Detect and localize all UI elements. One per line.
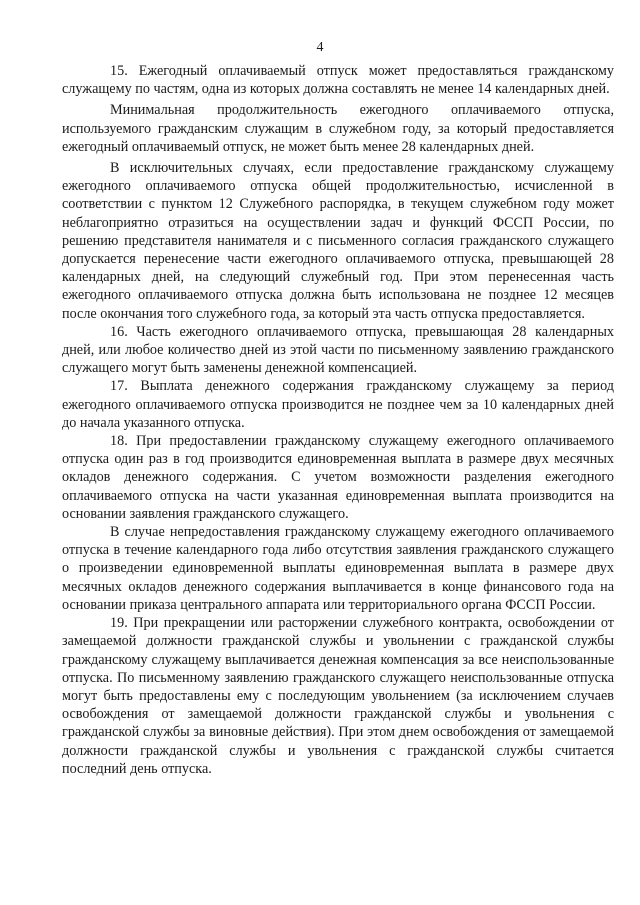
paragraph-18: 18. При предоставлении гражданскому служащему ежегодного оплачиваемого отпуска один раз в год производится единовременная выплата в размере двух месячных окладов денежного содержания. С учетом возможности разделения ежегодного оплачиваемого отпуска на части указанная единовременная выплата производится на основании заявления гражданского служащего. <box>62 433 614 522</box>
paragraph-min-duration: Минимальная продолжительность ежегодного оплачиваемого отпуска, используемого гражданским служащим в служебном году, за который предоставляется ежегодный оплачиваемый отпуск, не может быть менее 28 календарных дней. <box>62 102 614 155</box>
page-number: 4 <box>316 40 324 55</box>
document-body <box>62 62 614 778</box>
paragraph-16: 16. Часть ежегодного оплачиваемого отпуска, превышающая 28 календарных дней, или любое количество дней из этой части по письменному заявлению гражданского служащего могут быть заменены денежной компенсацией. <box>62 323 614 377</box>
paragraph-exceptional-cases: В исключительных случаях, если предоставление гражданскому служащему ежегодного оплачиваемого отпуска общей продолжительностью, исчисленной в соответствии с пунктом 12 Служебного распорядка, в текущем служебном году может неблагоприятно отразиться на осуществлении задач и функций ФССП России, по решению представителя нанимателя и с письменного согласия гражданского служащего допускается перенесение части ежегодного оплачиваемого отпуска, превышающей 28 календарных дней, на следующий служебный год. При этом перенесенная часть ежегодного оплачиваемого отпуска должна быть использована не позднее 12 месяцев после окончания того служебного года, за который эта часть отпуска предоставляется. <box>62 160 614 322</box>
paragraph-non-provision: В случае непредоставления гражданскому служащему ежегодного оплачиваемого отпуска в течение календарного года либо отсутствия заявления гражданского служащего о произведении единовременной выплаты единовременная выплата в размере двух месячных окладов денежного содержания выплачивается в конце финансового года на основании приказа центрального аппарата или территориального органа ФССП России. <box>62 524 614 613</box>
paragraph-19: 19. При прекращении или расторжении служебного контракта, освобождении от замещаемой должности гражданской службы и увольнении с гражданской службы гражданскому служащему выплачивается денежная компенсация за все неиспользованные отпуска. По письменному заявлению гражданского служащего неиспользованные отпуска могут быть предоставлены ему с последующим увольнением (за исключением случаев освобождения от замещаемой должности гражданской службы и увольнения с гражданской службы за виновные действия). При этом днем освобождения от замещаемой должности гражданской службы и увольнения с гражданской службы считается последний день отпуска. <box>62 615 614 777</box>
paragraph-15: 15. Ежегодный оплачиваемый отпуск может предоставляться гражданскому служащему по частям, одна из которых должна составлять не менее 14 календарных дней. <box>62 63 614 98</box>
paragraph-17: 17. Выплата денежного содержания гражданскому служащему за период ежегодного оплачиваемого отпуска производится не позднее чем за 10 календарных дней до начала указанного отпуска. <box>62 378 614 431</box>
